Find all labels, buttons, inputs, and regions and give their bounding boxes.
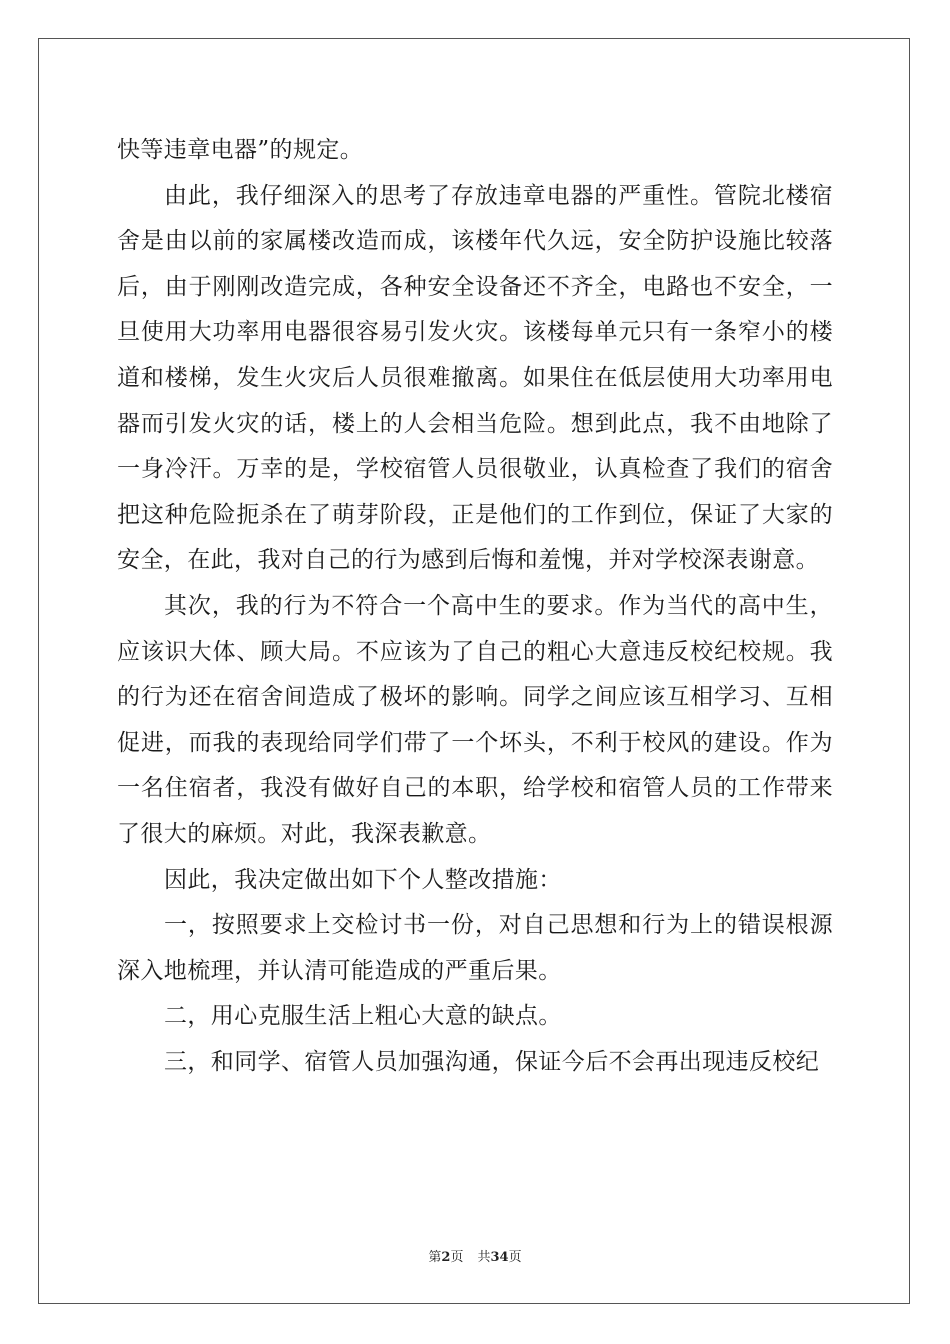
paragraph-1: 快等违章电器”的规定。 (117, 137, 364, 163)
total-suffix: 页 (508, 1250, 522, 1265)
page-prefix: 第 (428, 1250, 442, 1265)
total-page-number: 34 (490, 1250, 509, 1265)
document-body (117, 128, 833, 1085)
page-footer (0, 1246, 950, 1265)
paragraph-6: 二，用心克服生活上粗心大意的缺点。 (164, 1003, 562, 1030)
paragraph-2: 由此，我仔细深入的思考了存放违章电器的严重性。管院北楼宿舍是由以前的家属楼改造而成，该楼年代久远，安全防护设施比较落后，由于刚刚改造完成，各种安全设备还不齐全，电路也不安全，一旦使用大功率用电器很容易引发火灾。该楼每单元只有一条窄小的楼道和楼梯，发生火灾后人员很难撤离。如果住在低层使用大功率用电器而引发火灾的话，楼上的人会相当危险。想到此点，我不由地除了一身冷汗。万幸的是，学校宿管人员很敬业，认真检查了我们的宿舍把这种危险扼杀在了萌芽阶段，正是他们的工作到位，保证了大家的安全，在此，我对自己的行为感到后悔和羞愧，并对学校深表谢意。 (117, 182, 833, 574)
paragraph-7: 三，和同学、宿管人员加强沟通，保证今后不会再出现违反校纪 (164, 1048, 820, 1075)
page-suffix: 页 (450, 1250, 464, 1265)
paragraph-4: 因此，我决定做出如下个人整改措施： (164, 866, 562, 893)
total-prefix: 共 (477, 1250, 491, 1265)
current-page-number: 2 (441, 1250, 451, 1265)
paragraph-5: 一，按照要求上交检讨书一份，对自己思想和行为上的错误根源深入地梳理，并认清可能造成的严重后果。 (117, 912, 833, 984)
paragraph-3: 其次，我的行为不符合一个高中生的要求。作为当代的高中生，应该识大体、顾大局。不应该为了自己的粗心大意违反校纪校规。我的行为还在宿舍间造成了极坏的影响。同学之间应该互相学习、互相促进，而我的表现给同学们带了一个坏头，不利于校风的建设。作为一名住宿者，我没有做好自己的本职，给学校和宿管人员的工作带来了很大的麻烦。对此，我深表歉意。 (117, 592, 833, 847)
